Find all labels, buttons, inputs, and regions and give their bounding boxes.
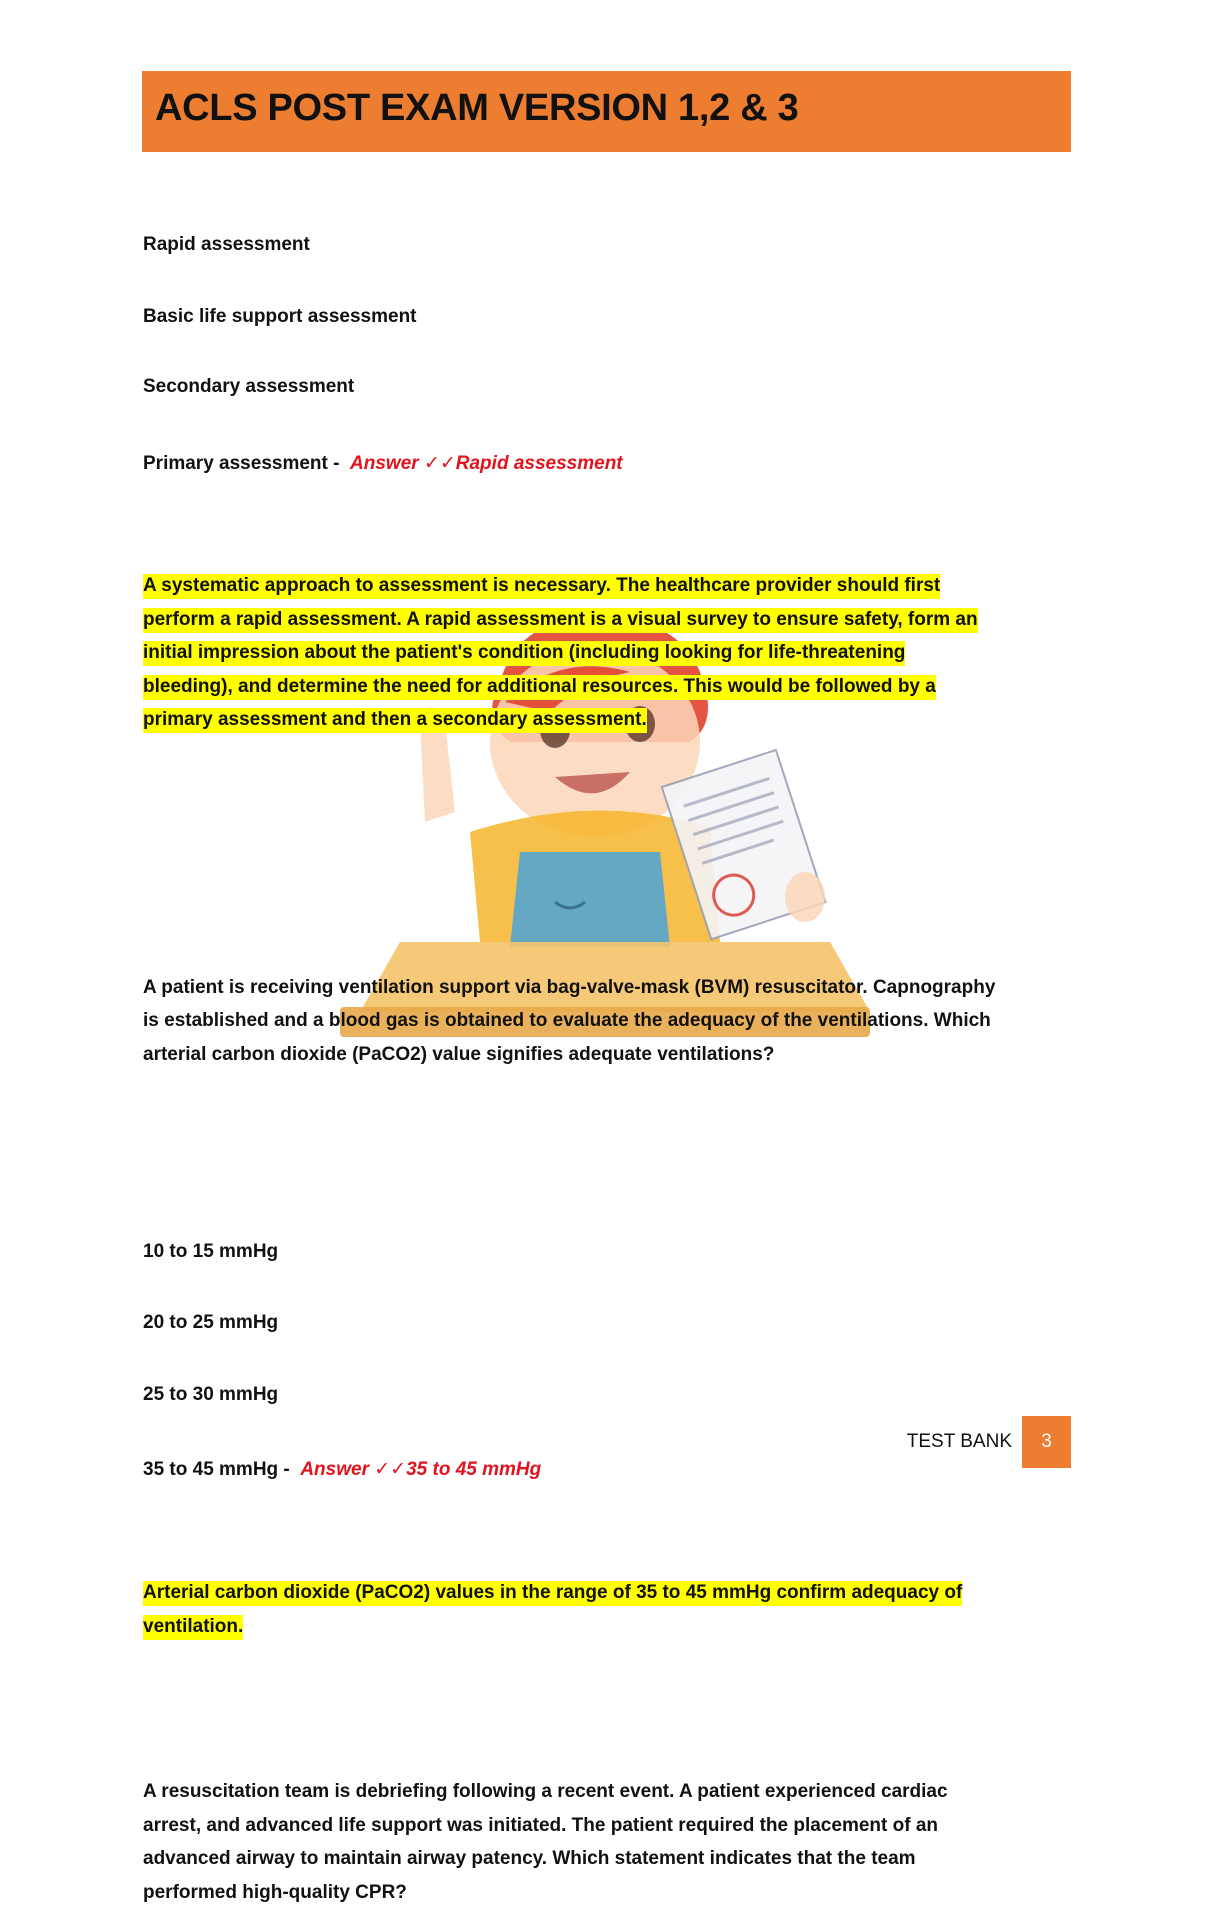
page-number: 3 [1022, 1416, 1071, 1468]
rationale-2 [143, 1576, 1073, 1643]
q1-option-4-label: Primary assessment - [143, 453, 339, 474]
rationale-1-line-4: bleeding), and determine the need for additional resources. This would be followed by a [143, 675, 936, 700]
q2-option-4-label: 35 to 45 mmHg - [143, 1459, 290, 1480]
q1-option-2: Basic life support assessment [143, 306, 1224, 328]
q3-stem-line-1: A resuscitation team is debriefing following a recent event. A patient experienced cardiac [143, 1775, 1073, 1809]
q1-option-1: Rapid assessment [143, 234, 1224, 256]
q1-option-3: Secondary assessment [143, 376, 1224, 398]
rationale-1-line-5: primary assessment and then a secondary assessment. [143, 708, 647, 733]
q1-option-4 [143, 452, 1224, 475]
q2-stem [143, 971, 1073, 1072]
q2-option-4 [143, 1458, 1224, 1481]
q2-option-2: 20 to 25 mmHg [143, 1312, 1224, 1334]
q1-answer: Answer ✓✓Rapid assessment [350, 453, 623, 474]
q2-stem-line-3: arterial carbon dioxide (PaCO2) value signifies adequate ventilations? [143, 1038, 1073, 1072]
q2-stem-line-1: A patient is receiving ventilation support via bag-valve-mask (BVM) resuscitator. Capnography [143, 971, 1073, 1005]
rationale-1-line-3: initial impression about the patient's condition (including looking for life-threatening [143, 641, 905, 666]
q3-stem [143, 1775, 1073, 1909]
q3-stem-line-2: arrest, and advanced life support was initiated. The patient required the placement of an [143, 1809, 1073, 1843]
page-title: ACLS POST EXAM VERSION 1,2 & 3 [155, 87, 798, 130]
q2-stem-line-2: is established and a blood gas is obtained to evaluate the adequacy of the ventilations. Which [143, 1004, 1073, 1038]
rationale-1-line-1: A systematic approach to assessment is necessary. The healthcare provider should first [143, 574, 940, 599]
q2-option-1: 10 to 15 mmHg [143, 1241, 1224, 1263]
rationale-1-line-2: perform a rapid assessment. A rapid assessment is a visual survey to ensure safety, form an [143, 608, 978, 633]
rationale-1 [143, 569, 1073, 737]
title-banner [142, 71, 1071, 152]
q3-stem-line-3: advanced airway to maintain airway patency. Which statement indicates that the team [143, 1842, 1073, 1876]
q2-option-3: 25 to 30 mmHg [143, 1384, 1224, 1406]
q2-answer: Answer ✓✓35 to 45 mmHg [300, 1459, 541, 1480]
rationale-2-line-2: ventilation. [143, 1615, 243, 1640]
q3-stem-line-4: performed high-quality CPR? [143, 1876, 1073, 1909]
rationale-2-line-1: Arterial carbon dioxide (PaCO2) values in the range of 35 to 45 mmHg confirm adequacy of [143, 1581, 962, 1606]
footer-label: TEST BANK [907, 1431, 1012, 1453]
